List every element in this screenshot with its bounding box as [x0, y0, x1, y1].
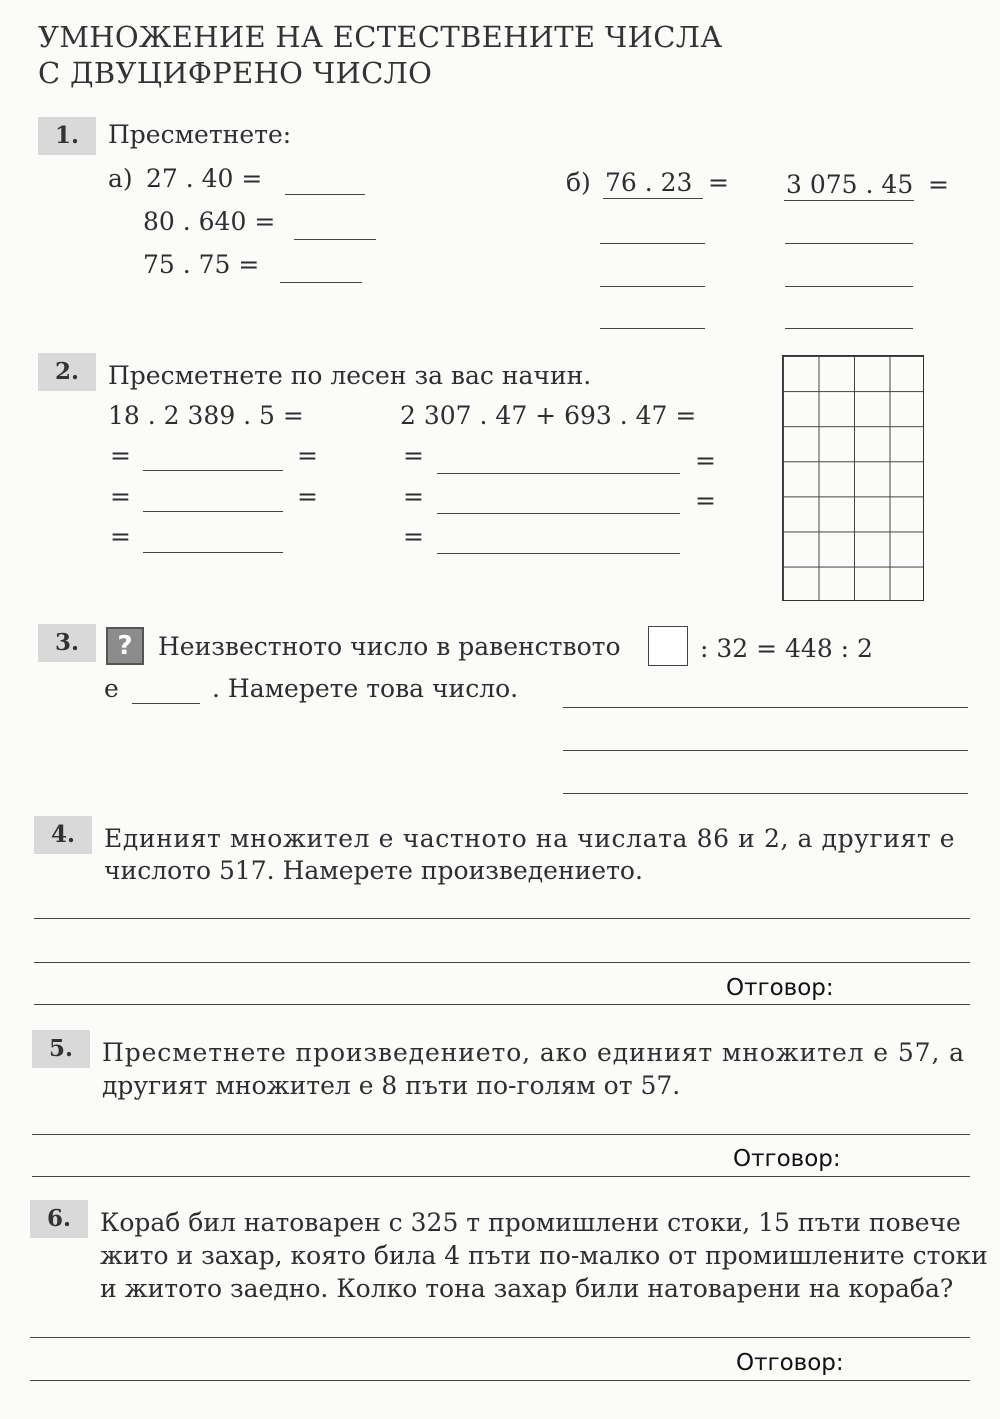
answer-line[interactable] — [785, 243, 913, 244]
task6-answer-label: Отговор: — [736, 1350, 844, 1376]
answer-line[interactable] — [563, 750, 968, 751]
eq-sign: = — [297, 441, 318, 470]
answer-line[interactable] — [32, 1134, 970, 1135]
task5-line1: Пресметнете произведението, ако единият множител е 57, а — [102, 1038, 965, 1067]
eq-sign: = — [695, 486, 716, 515]
task6-number: 6. — [30, 1200, 88, 1238]
answer-line[interactable] — [132, 703, 200, 704]
answer-line[interactable] — [600, 243, 705, 244]
answer-line[interactable] — [785, 328, 913, 329]
task3-text-after: : 32 = 448 : 2 — [700, 634, 873, 663]
task1-number: 1. — [38, 117, 96, 155]
task1-a-item-1: 27 . 40 = — [146, 164, 263, 193]
answer-line[interactable] — [563, 793, 968, 794]
task1-b-eq-2: = — [928, 170, 949, 199]
answer-line[interactable] — [437, 513, 680, 514]
answer-line[interactable] — [563, 707, 968, 708]
task6-line1: Кораб бил натоварен с 325 т промишлени стоки, 15 пъти повече — [100, 1208, 961, 1237]
task1-a-item-2: 80 . 640 = — [143, 207, 276, 236]
answer-line[interactable] — [34, 962, 970, 963]
task6-line3: и житото заедно. Колко тона захар били натоварени на кораба? — [100, 1274, 954, 1303]
answer-line[interactable] — [34, 1004, 970, 1005]
task4-answer-label: Отговор: — [726, 975, 834, 1001]
underline — [784, 200, 914, 201]
eq-sign: = — [297, 482, 318, 511]
answer-line[interactable] — [34, 918, 970, 919]
scratch-grid — [782, 355, 924, 601]
page-title-line1: УМНОЖЕНИЕ НА ЕСТЕСТВЕНИТЕ ЧИСЛА — [38, 20, 723, 54]
task1-heading: Пресметнете: — [108, 120, 292, 149]
answer-line[interactable] — [600, 286, 705, 287]
answer-line[interactable] — [30, 1380, 970, 1381]
eq-sign: = — [403, 522, 424, 551]
underline — [603, 198, 703, 199]
task2-expr2: 2 307 . 47 + 693 . 47 = — [400, 401, 697, 430]
eq-sign: = — [403, 441, 424, 470]
answer-line[interactable] — [143, 552, 283, 553]
answer-line[interactable] — [294, 239, 376, 240]
task5-number: 5. — [32, 1030, 90, 1068]
answer-line[interactable] — [785, 286, 913, 287]
task1-b-item-1: 76 . 23 — [605, 168, 693, 197]
task3-number: 3. — [38, 624, 96, 662]
task1-a-label: а) — [108, 164, 133, 193]
task2-expr1: 18 . 2 389 . 5 = — [108, 401, 304, 430]
task5-answer-label: Отговор: — [733, 1146, 841, 1172]
task3-line2-start: е — [104, 674, 119, 703]
answer-line[interactable] — [285, 194, 365, 195]
answer-line[interactable] — [143, 511, 283, 512]
unknown-number-box[interactable] — [648, 626, 688, 666]
task3-text-before: Неизвестното число в равенството — [158, 632, 621, 661]
task1-b-item-2: 3 075 . 45 — [786, 170, 914, 199]
task5-line2: другият множител е 8 пъти по-голям от 57. — [102, 1071, 681, 1100]
task1-b-eq-1: = — [708, 168, 729, 197]
answer-line[interactable] — [30, 1337, 970, 1338]
page-title-line2: С ДВУЦИФРЕНО ЧИСЛО — [38, 56, 433, 90]
task4-number: 4. — [34, 816, 92, 854]
task4-line2: числото 517. Намерете произведението. — [104, 856, 643, 885]
eq-sign: = — [110, 441, 131, 470]
task1-a-item-3: 75 . 75 = — [143, 250, 260, 279]
eq-sign: = — [110, 482, 131, 511]
task2-number: 2. — [38, 353, 96, 391]
eq-sign: = — [695, 446, 716, 475]
answer-line[interactable] — [32, 1176, 970, 1177]
answer-line[interactable] — [143, 470, 283, 471]
answer-line[interactable] — [600, 328, 705, 329]
eq-sign: = — [403, 482, 424, 511]
task4-line1: Единият множител е частното на числата 86 и 2, а другият е — [104, 824, 956, 853]
answer-line[interactable] — [280, 282, 362, 283]
eq-sign: = — [110, 522, 131, 551]
question-mark-icon: ? — [106, 627, 144, 665]
task6-line2: жито и захар, която била 4 пъти по-малко от промишлените стоки — [100, 1241, 988, 1270]
task3-line2-end: . Намерете това число. — [212, 674, 519, 703]
answer-line[interactable] — [437, 473, 680, 474]
task1-b-label: б) — [566, 168, 591, 197]
answer-line[interactable] — [437, 553, 680, 554]
task2-heading: Пресметнете по лесен за вас начин. — [108, 361, 592, 390]
